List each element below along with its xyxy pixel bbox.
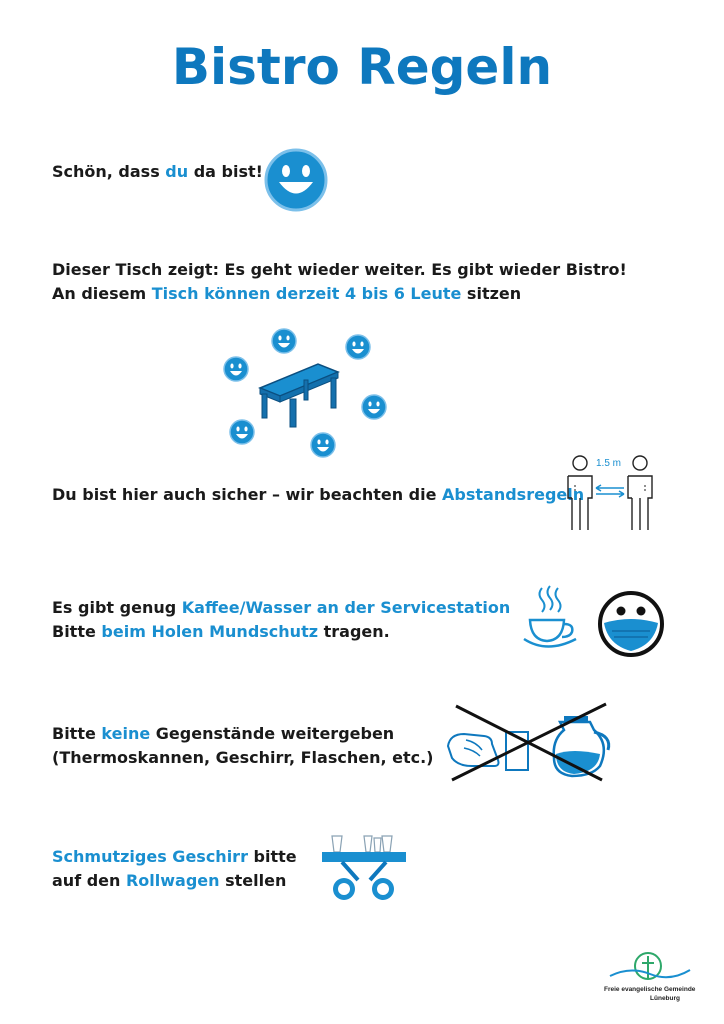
- coffee-cup-icon: [522, 584, 582, 650]
- rule-table-line-1: Dieser Tisch zeigt: Es geht wieder weiter. Es gibt wieder Bistro!: [52, 260, 627, 279]
- no-passing-items-icon: [442, 700, 618, 782]
- rule-no-sharing-text-2: Gegenstände weitergeben: [150, 724, 395, 743]
- rule-coffee-text-3: tragen.: [318, 622, 390, 641]
- rule-no-sharing-text-1: Bitte: [52, 724, 102, 743]
- rule-distance-text: Du bist hier auch sicher – wir beachten die: [52, 485, 443, 504]
- rule-dishes-line-2: [52, 870, 286, 892]
- rule-dishes-text-1: bitte: [247, 847, 297, 866]
- face-mask-icon: [596, 589, 666, 659]
- rule-coffee-line-1: [52, 597, 510, 619]
- rule-distance-highlight: Abstandsregeln: [442, 485, 585, 504]
- rule-coffee-highlight-2: beim Holen Mundschutz: [101, 622, 319, 641]
- table-with-people-icon: [218, 324, 393, 464]
- rule-dishes-line-1: [52, 846, 297, 868]
- rule-welcome-text-1: Schön, dass: [52, 162, 166, 181]
- church-logo: [608, 948, 692, 988]
- rule-coffee-highlight-1: Kaffee/Wasser an der Servicestation: [181, 598, 511, 617]
- rule-table-highlight: Tisch können derzeit 4 bis 6 Leute: [151, 284, 462, 303]
- rule-distance: [52, 484, 584, 506]
- rule-table-line-2: [52, 283, 521, 305]
- logo-text-line-1: Freie evangelische Gemeinde: [604, 986, 696, 993]
- rule-table-text-1: An diesem: [52, 284, 152, 303]
- rule-welcome-highlight: du: [165, 162, 189, 181]
- rule-no-sharing-highlight: keine: [101, 724, 151, 743]
- rule-dishes-text-2: auf den: [52, 871, 126, 890]
- rule-welcome-text-2: da bist!: [188, 162, 263, 181]
- smiley-icon: [263, 147, 329, 213]
- rule-dishes-highlight-2: Rollwagen: [125, 871, 220, 890]
- rule-welcome: [52, 161, 263, 183]
- rule-no-sharing-line-2: (Thermoskannen, Geschirr, Flaschen, etc.): [52, 748, 434, 767]
- cart-icon: [320, 832, 408, 904]
- rule-coffee-text-1: Es gibt genug: [52, 598, 182, 617]
- rule-dishes-text-3: stellen: [219, 871, 287, 890]
- rule-no-sharing-line-1: [52, 723, 394, 745]
- rule-coffee-line-2: [52, 621, 390, 643]
- rule-dishes-highlight-1: Schmutziges Geschirr: [52, 847, 248, 866]
- rule-table-text-2: sitzen: [461, 284, 522, 303]
- page-title: Bistro Regeln: [171, 38, 553, 96]
- logo-text-line-2: Lüneburg: [650, 995, 680, 1002]
- distance-label: 1.5 m: [596, 458, 622, 469]
- rule-coffee-text-2: Bitte: [52, 622, 102, 641]
